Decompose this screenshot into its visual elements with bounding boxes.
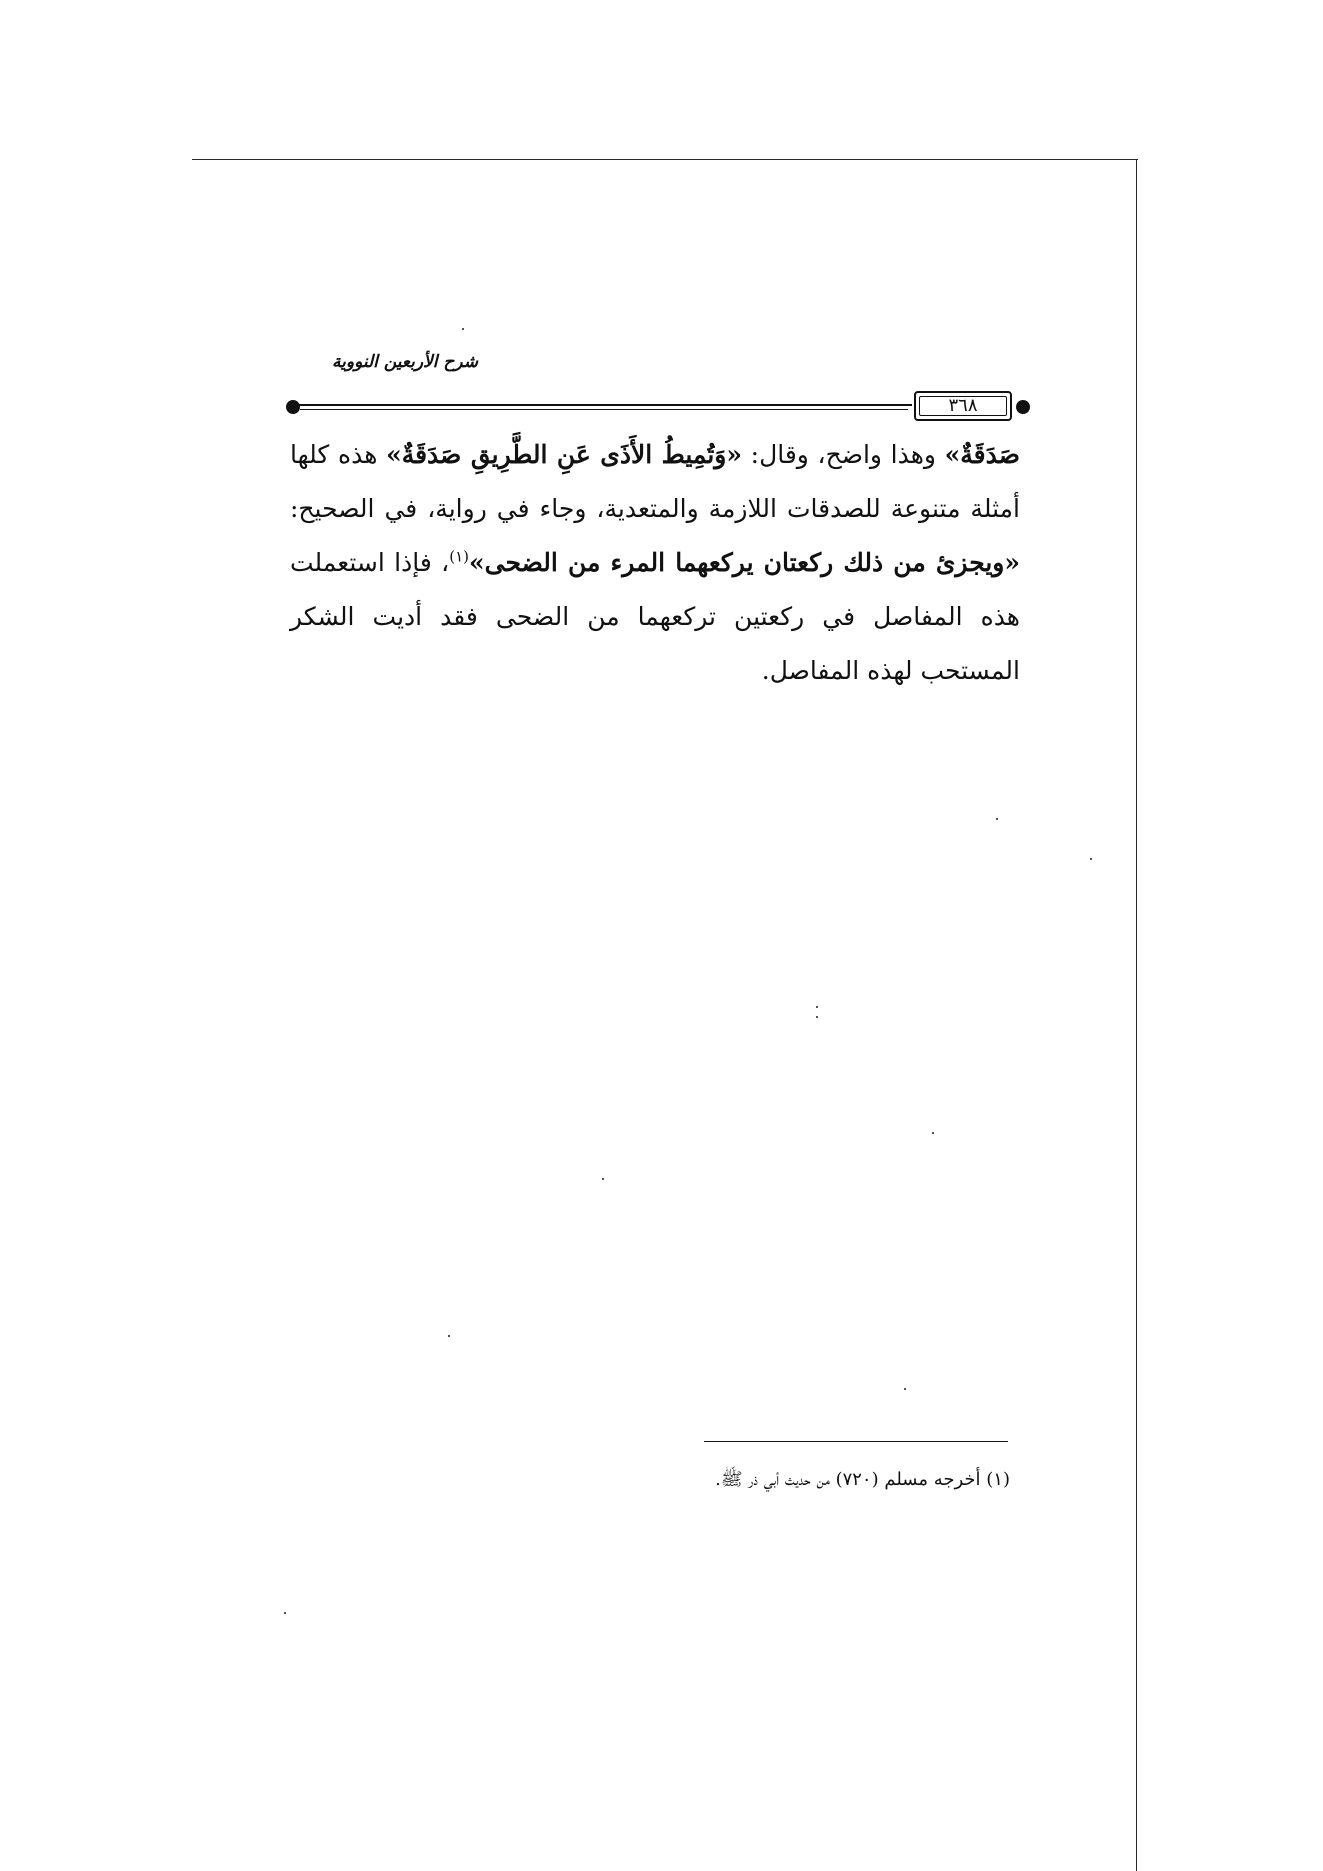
scan-speck xyxy=(1090,858,1092,860)
text-segment: وهذا واضح، وقال: xyxy=(741,440,945,469)
quote-sadaqah: صَدَقَةٌ» xyxy=(944,440,1020,469)
scan-speck xyxy=(448,1335,450,1337)
page-number: ٣٦٨ xyxy=(948,395,978,416)
text-segment: ، فإذا استعملت هذه المفاصل في ركعتين تركعهما من الضحى فقد أديت الشكر المستحب لهذه المفاصل. xyxy=(290,548,1020,685)
footnote-reference[interactable]: (١) xyxy=(449,547,470,566)
text-segment: هذه كلها أمثلة متنوعة للصدقات اللازمة والمتعدية، وجاء في رواية، في الصحيح: xyxy=(290,440,1020,523)
header-ornament-right xyxy=(1016,400,1030,414)
main-paragraph xyxy=(290,428,1020,698)
scan-speck xyxy=(816,1016,818,1018)
footnote: (١) أخرجه مسلم (٧٢٠) من حديث أبي ذر ﷺ. xyxy=(715,1469,1010,1490)
scan-speck xyxy=(996,818,998,820)
quote-hadith-duha: «ويجزئ من ذلك ركعتان يركعهما المرء من الضحى» xyxy=(469,548,1020,577)
scan-speck xyxy=(284,1612,286,1614)
header-rule xyxy=(292,404,912,406)
scan-speck xyxy=(816,1006,818,1008)
header-rule-thin xyxy=(300,409,908,410)
scan-border-right xyxy=(1136,159,1137,1871)
page-number-frame xyxy=(914,391,1012,421)
paragraph xyxy=(290,428,1020,698)
header-ornament-left xyxy=(286,400,300,414)
quote-hadith-removing-harm: «وَتُمِيطُ الأَذَى عَنِ الطَّرِيقِ صَدَقَةٌ» xyxy=(386,440,742,469)
footnote-rule xyxy=(704,1441,1008,1442)
scan-border-top xyxy=(192,159,1138,160)
scan-speck xyxy=(932,1132,934,1134)
scan-speck xyxy=(904,1388,906,1390)
scan-speck xyxy=(462,328,464,330)
scan-speck xyxy=(602,1178,604,1180)
running-header-title: شرح الأربعين النووية xyxy=(332,352,478,372)
